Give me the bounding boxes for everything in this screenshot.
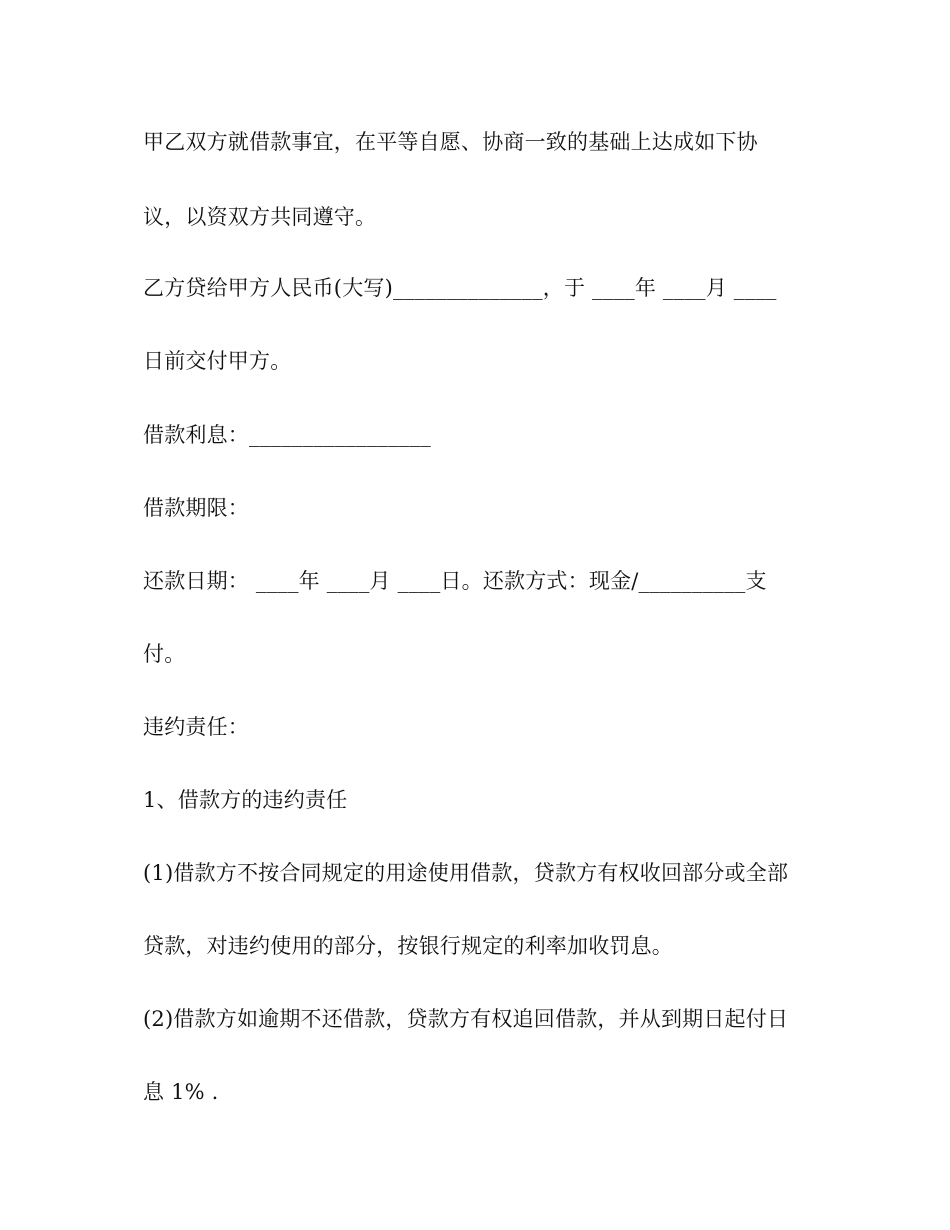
interest-line: 借款利息：_________________ — [143, 423, 431, 447]
paragraph-line-2: 议，以资双方共同遵守。 — [143, 205, 377, 229]
breach-heading: 违约责任： — [143, 715, 249, 739]
clause-1-1-line-1: (1)借款方不按合同规定的用途使用借款，贷款方有权收回部分或全部 — [143, 861, 789, 885]
term-line: 借款期限： — [143, 496, 249, 520]
loan-amount-line: 乙方贷给甲方人民币(大写)______________，于 ____年 ____月 ____ — [143, 276, 777, 300]
repayment-line-cont: 付。 — [143, 642, 186, 666]
clause-1-heading: 1、借款方的违约责任 — [143, 788, 348, 812]
clause-1-2-line-2: 息 1% . — [143, 1080, 219, 1104]
repayment-line: 还款日期： ____年 ____月 ____日。还款方式：现金/__________支 — [143, 569, 767, 593]
delivery-line: 日前交付甲方。 — [143, 349, 292, 373]
clause-1-2-line-1: (2)借款方如逾期不还借款，贷款方有权追回借款，并从到期日起付日 — [143, 1007, 789, 1031]
clause-1-1-line-2: 贷款，对违约使用的部分，按银行规定的利率加收罚息。 — [143, 934, 673, 958]
paragraph-line-1: 甲乙双方就借款事宜，在平等自愿、协商一致的基础上达成如下协 — [143, 130, 758, 154]
